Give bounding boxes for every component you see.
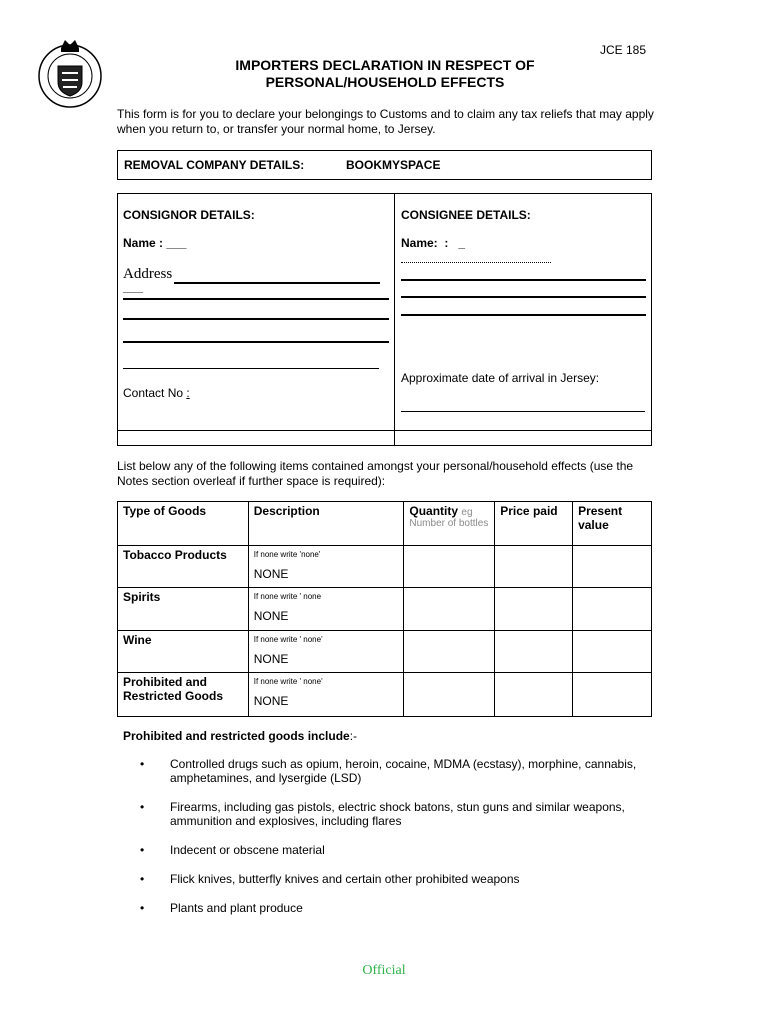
row-description[interactable]: If none write ' none' NONE <box>248 673 404 717</box>
page-title <box>190 57 580 91</box>
goods-table <box>117 501 652 717</box>
list-item: • Firearms, including gas pistols, electric shock batons, stun guns and similar weapons, ammunition and explosives, including flares <box>140 800 625 828</box>
prohibited-heading: Prohibited and restricted goods include:- <box>123 729 358 743</box>
consignor-heading: CONSIGNOR DETAILS: <box>123 208 255 222</box>
contact-number-line[interactable] <box>123 430 379 431</box>
consignor-name-label[interactable]: Name : ___ <box>123 236 187 250</box>
address-tail: ___ <box>123 280 144 294</box>
row-price-cell[interactable] <box>495 673 573 717</box>
removal-company-box <box>117 150 652 180</box>
row-type: Wine <box>118 631 249 673</box>
consignee-name-label[interactable]: Name: : _ <box>401 236 466 250</box>
list-item: • Plants and plant produce <box>140 901 303 915</box>
row-description[interactable]: If none write 'none' NONE <box>248 546 404 588</box>
col-header-present-value: Present value <box>573 502 652 546</box>
contact-number-label: Contact No : <box>123 386 190 400</box>
col-header-type: Type of Goods <box>118 502 249 546</box>
removal-company-value[interactable]: BOOKMYSPACE <box>346 158 441 172</box>
consignor-consignee-box <box>117 193 652 446</box>
list-item: • Indecent or obscene material <box>140 843 325 857</box>
consignee-address-line[interactable] <box>401 314 646 316</box>
row-quantity-cell[interactable] <box>404 546 495 588</box>
prohibited-list <box>140 757 640 930</box>
jersey-customs-crest-icon <box>36 36 104 112</box>
address-line[interactable] <box>123 341 389 343</box>
consignee-name-line[interactable] <box>401 262 551 263</box>
row-present-value-cell[interactable] <box>573 588 652 631</box>
table-header-row <box>118 502 652 546</box>
address-line[interactable] <box>123 298 389 300</box>
row-type: Prohibited and Restricted Goods <box>118 673 249 717</box>
row-quantity-cell[interactable] <box>404 673 495 717</box>
consignee-address-line[interactable] <box>401 279 646 281</box>
address-line[interactable] <box>123 368 379 369</box>
col-header-quantity: Quantity eg Number of bottles <box>404 502 495 546</box>
table-row <box>118 588 652 631</box>
address-line[interactable] <box>123 318 389 320</box>
row-price-cell[interactable] <box>495 546 573 588</box>
title-line-1: IMPORTERS DECLARATION IN RESPECT OF <box>235 57 535 73</box>
table-row <box>118 631 652 673</box>
row-present-value-cell[interactable] <box>573 546 652 588</box>
title-line-2: PERSONAL/HOUSEHOLD EFFECTS <box>265 74 505 90</box>
col-header-description: Description <box>248 502 404 546</box>
consignor-address-label: Address <box>123 266 173 282</box>
arrival-date-label: Approximate date of arrival in Jersey: <box>401 371 600 385</box>
arrival-date-line[interactable] <box>401 411 645 412</box>
row-present-value-cell[interactable] <box>573 673 652 717</box>
consignee-address-line[interactable] <box>401 296 646 298</box>
list-item: • Flick knives, butterfly knives and certain other prohibited weapons <box>140 872 520 886</box>
row-quantity-cell[interactable] <box>404 631 495 673</box>
removal-company-label: REMOVAL COMPANY DETAILS: <box>124 158 305 172</box>
row-price-cell[interactable] <box>495 588 573 631</box>
consignee-heading: CONSIGNEE DETAILS: <box>401 208 531 222</box>
address-line[interactable] <box>174 282 380 284</box>
row-quantity-cell[interactable] <box>404 588 495 631</box>
col-header-price: Price paid <box>495 502 573 546</box>
row-description[interactable]: If none write ' none' NONE <box>248 631 404 673</box>
form-code: JCE 185 <box>600 43 647 57</box>
classification-label: Official <box>362 963 406 978</box>
row-type: Tobacco Products <box>118 546 249 588</box>
intro-text: This form is for you to declare your belongings to Customs and to claim any tax reliefs that may apply when you return to, or transfer your normal home, to Jersey. <box>117 107 654 136</box>
row-type: Spirits <box>118 588 249 631</box>
table-row <box>118 546 652 588</box>
row-description[interactable]: If none write ' none NONE <box>248 588 404 631</box>
list-item: • Controlled drugs such as opium, heroin, cocaine, MDMA (ecstasy), morphine, cannabis, amphetamines, and lysergide (LSD) <box>140 757 637 785</box>
list-intro: List below any of the following items contained amongst your personal/household effects (use the Notes section overleaf if further space is required): <box>117 459 634 488</box>
row-price-cell[interactable] <box>495 631 573 673</box>
column-divider <box>394 194 395 445</box>
row-present-value-cell[interactable] <box>573 631 652 673</box>
table-row <box>118 673 652 717</box>
